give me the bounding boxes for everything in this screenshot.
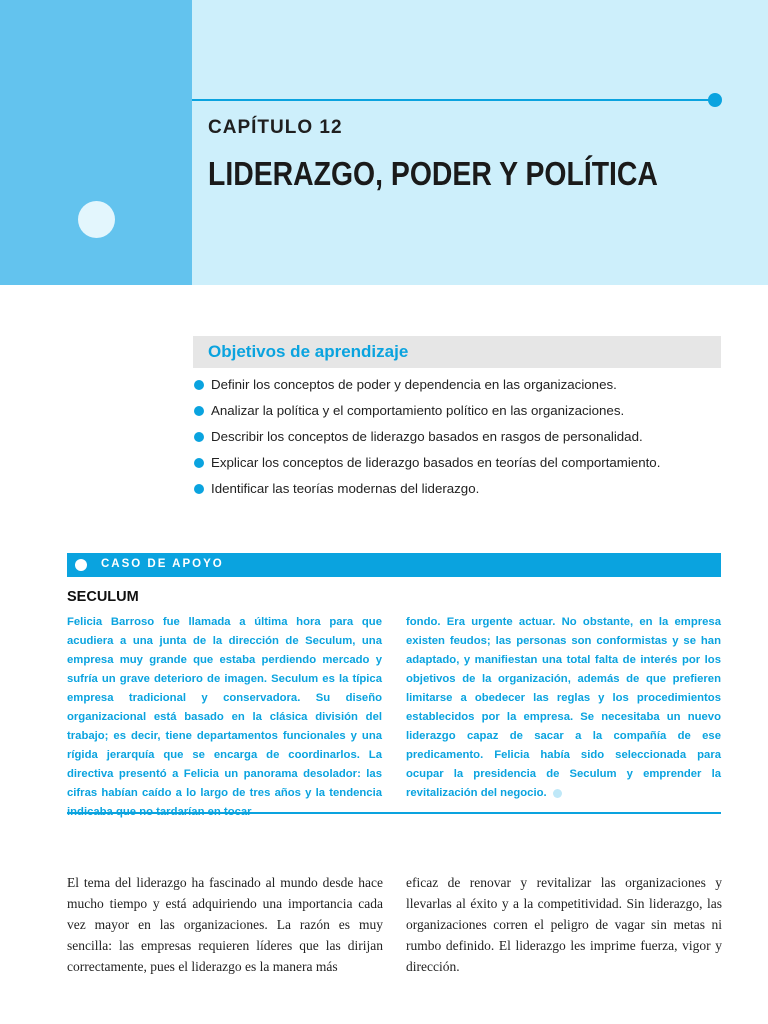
bullet-dot-icon: [194, 406, 204, 416]
objective-text: Definir los conceptos de poder y dependencia en las organizaciones.: [211, 377, 617, 392]
bullet-dot-icon: [194, 484, 204, 494]
objectives-list: [193, 377, 733, 507]
objective-item: [193, 481, 733, 507]
case-banner-label: CASO DE APOYO: [101, 558, 224, 570]
objective-item: [193, 403, 733, 429]
header-rule: [192, 99, 715, 101]
case-text-column-2: [406, 613, 721, 803]
bullet-dot-icon: [194, 380, 204, 390]
objective-item: [193, 429, 733, 455]
banner-dot-icon: [75, 559, 87, 571]
header-right-panel: [192, 0, 768, 285]
objectives-heading: Objetivos de aprendizaje: [208, 342, 409, 361]
bullet-dot-icon: [194, 432, 204, 442]
bullet-dot-icon: [194, 458, 204, 468]
case-title: SECULUM: [67, 589, 139, 605]
end-marker-icon: [553, 789, 562, 798]
objectives-header: [193, 336, 721, 368]
objective-text: Explicar los conceptos de liderazgo basados en teorías del comportamiento.: [211, 455, 661, 470]
body-text-column-2: eficaz de renovar y revitalizar las organizaciones y llevarlas al éxito y a la competitividad. Sin liderazgo, las organizaciones corren el peligro de vagar sin metas ni rumbo definido. El liderazgo les imprime fuerza, vigor y dirección.: [406, 875, 722, 974]
objective-item: [193, 377, 733, 403]
objective-text: Analizar la política y el comportamiento político en las organizaciones.: [211, 403, 625, 418]
body-text-column-1: El tema del liderazgo ha fascinado al mundo desde hace mucho tiempo y está adquiriendo una importancia cada vez mayor en las organizaciones. La razón es muy sencilla: las empresas requieren líderes que las dirijan correctamente, pues el liderazgo es la manera más: [67, 875, 383, 974]
objective-item: [193, 455, 733, 481]
case-banner: [67, 553, 721, 577]
case-text-column-1: Felicia Barroso fue llamada a última hora para que acudiera a una junta de la dirección de Seculum, una empresa muy grande que estaba perdiendo mercado y sufría un grave deterioro de imagen. Seculum es la típica empresa tradicional y conservadora. Su diseño organizacional está basado en la clásica división del trabajo; es decir, tiene departamentos funcionales y una rígida jerarquía que se encarga de coordinarlos. La directiva presentó a Felicia un panorama desolador: las cifras habían caído a lo largo de tres años y la tendencia: [67, 616, 382, 799]
objective-text: Identificar las teorías modernas del liderazgo.: [211, 481, 480, 496]
chapter-title: LIDERAZGO, PODER Y POLÍTICA: [208, 155, 658, 192]
case-bottom-rule: [67, 812, 721, 814]
header-circle-decoration: [78, 201, 115, 238]
case-text-column-2-body: fondo. Era urgente actuar. No obstante, en la empresa existen feudos; las personas son conformistas y se han adaptado, y manifiestan una total falta de interés por los objetivos de la organización, además de que prefieren limitarse a obedecer las reglas y los procedimientos establecidos por la empresa. Se necesitaba un nuevo liderazgo capaz de sacar a la compañía de ese predicamento. Felicia había sido seleccionada para ocupar la presidencia de Seculum y emprender la revitalización del negocio.: [406, 616, 721, 799]
header-rule-dot: [708, 93, 722, 107]
header-left-panel: [0, 0, 192, 285]
chapter-number: CAPÍTULO 12: [208, 117, 343, 138]
objective-text: Describir los conceptos de liderazgo basados en rasgos de personalidad.: [211, 429, 643, 444]
